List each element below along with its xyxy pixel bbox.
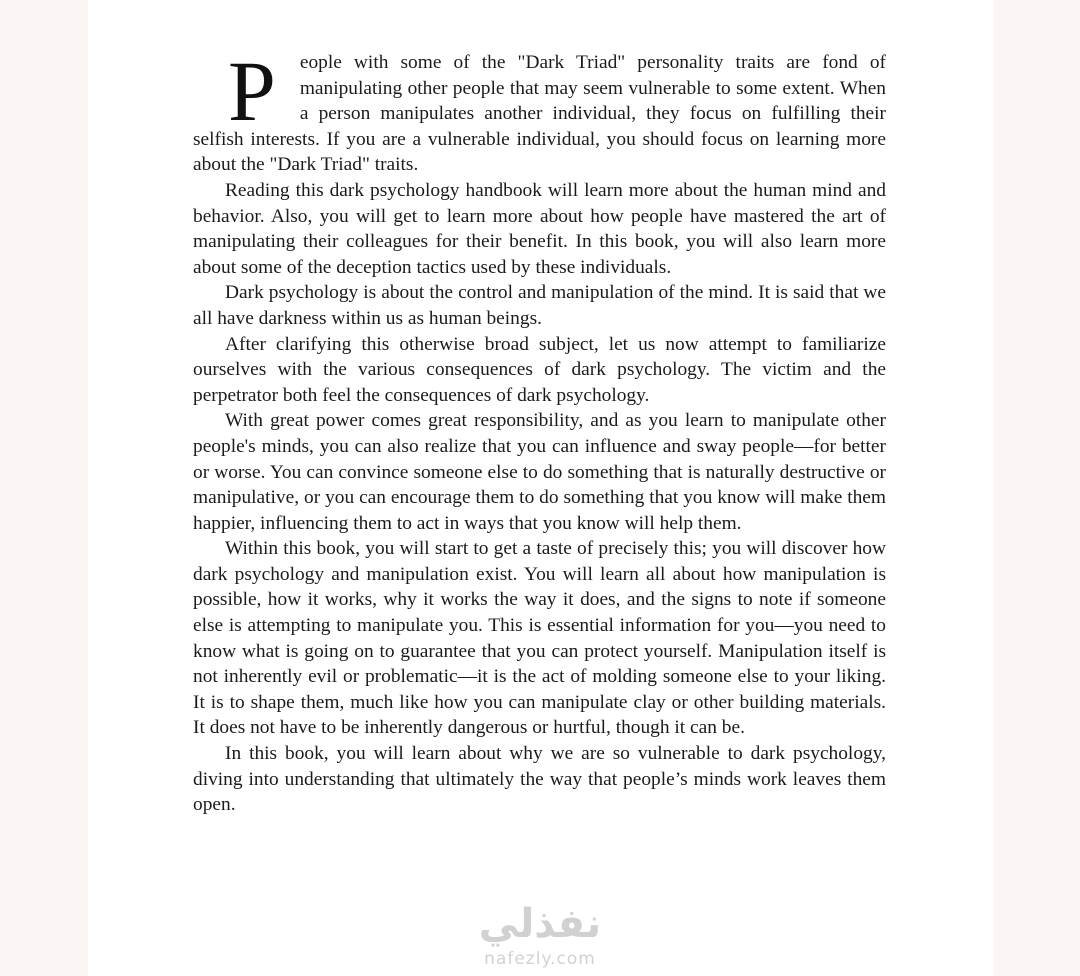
- watermark-arabic: نفذلي: [478, 901, 602, 947]
- book-page: [88, 0, 994, 976]
- watermark-logo: [440, 900, 640, 970]
- body-text: [193, 43, 886, 818]
- paragraph-5: With great power comes great responsibility, and as you learn to manipulate other people's minds, you can also realize that you can influence and sway people—for better or worse. You can convince someone else to do something that is naturally destructive or manipulative, or you can encourage them to do something that you know will make them happier, influencing them to act in ways that you know will help them.: [193, 410, 886, 534]
- paragraph-1: [193, 43, 886, 178]
- paragraph-7: In this book, you will learn about why we are so vulnerable to dark psychology, diving into understanding that ultimately the way that people’s minds work leaves them open.: [193, 743, 886, 816]
- paragraph-3: Dark psychology is about the control and manipulation of the mind. It is said that we all have darkness within us as human beings.: [193, 282, 886, 329]
- paragraph-4: After clarifying this otherwise broad subject, let us now attempt to familiarize ourselves with the various consequences of dark psychology. The victim and the perpetrator both feel the consequences of dark psychology.: [193, 333, 886, 406]
- paragraph-2: Reading this dark psychology handbook will learn more about the human mind and behavior. Also, you will get to learn more about how people have mastered the art of manipulating their colleagues for their benefit. In this book, you will also learn more about some of the deception tactics used by these individuals.: [193, 179, 886, 278]
- drop-cap-letter: P: [228, 43, 276, 139]
- paragraph-1-text: eople with some of the "Dark Triad" personality traits are fond of manipulating other people that may seem vulnerable to some extent. When a person manipulates another individual, they focus on fulfilling their selfish interests. If you are a vulnerable individual, you should focus on learning more about the "Dark Triad" traits.: [193, 52, 886, 176]
- paragraph-6: Within this book, you will start to get a taste of precisely this; you will discover how dark psychology and manipulation exist. You will learn all about how manipulation is possible, how it works, why it works the way it does, and the signs to note if someone else is attempting to manipulate you. This is essential information for you—you need to know what is going on to guarantee that you can protect yourself. Manipulation itself is not inherently evil or problematic—it is the act of molding someone else to your liking. It is to shape them, much like how you can manipulate clay or other building materials. It does not have to be inherently dangerous or hurtful, though it can be.: [193, 538, 886, 739]
- watermark-url: nafezly.com: [484, 949, 596, 969]
